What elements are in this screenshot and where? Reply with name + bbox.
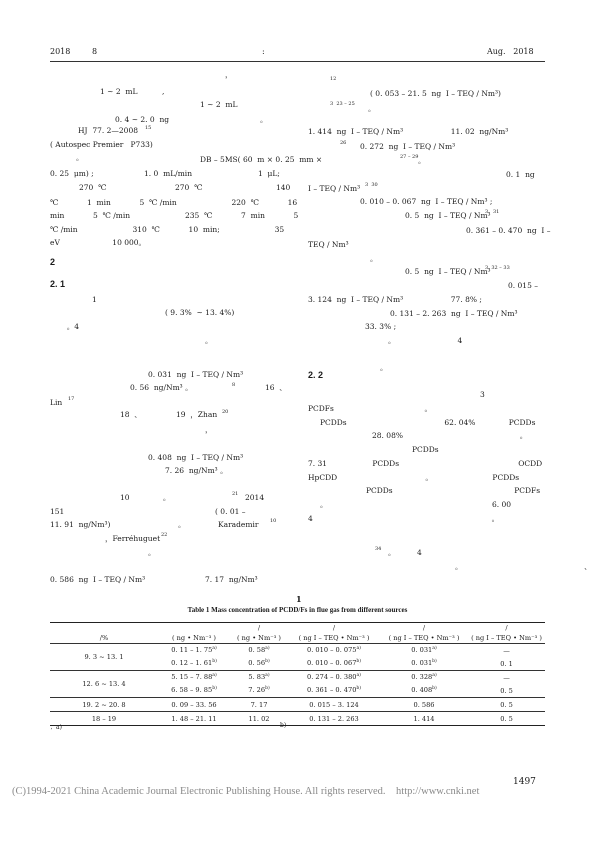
- text-line: 。 6. 00: [320, 500, 512, 509]
- table-cell: —: [503, 673, 510, 682]
- text-line: Karademir: [218, 520, 259, 529]
- table-header-cell: ( ng • Nm⁻³ ): [171, 634, 217, 642]
- table-cell: 0. 031$^{b)}$: [411, 659, 437, 668]
- table-note-a: ；a): [50, 724, 62, 731]
- text-line: 4 。: [308, 514, 500, 523]
- table-cell: 0. 408$^{b)}$: [411, 686, 437, 695]
- text-line: 0. 031 ng I – TEQ / Nm³: [148, 370, 244, 379]
- table-cell: 11. 02: [248, 714, 270, 723]
- text-line: 0. 5 ng I – TEQ / Nm³: [405, 211, 491, 220]
- text-line: 12: [330, 76, 337, 82]
- table-row: [50, 698, 545, 712]
- table-cell: 0. 131 – 2. 263: [309, 714, 359, 723]
- text-line: 33. 3% ;: [365, 322, 397, 331]
- text-line: 。 、: [455, 562, 592, 571]
- text-line: 26: [340, 140, 347, 146]
- table-cell: 6. 58 – 9. 85$^{b)}$: [171, 686, 217, 695]
- table-cell-o2: 9. 3 ~ 13. 1: [84, 653, 124, 661]
- text-line: 1. 0 mL/min: [144, 169, 193, 178]
- text-line: 0. 408 ng I – TEQ / Nm³: [148, 453, 244, 462]
- text-line: 。 4: [388, 548, 422, 557]
- table-header-cell: [158, 623, 230, 634]
- table-row: [50, 671, 545, 685]
- table-header-cell: /: [422, 624, 426, 632]
- text-line: 18 、: [120, 410, 142, 419]
- table-cell: 0. 58$^{a)}$: [248, 646, 270, 655]
- text-line: 1 μL;: [258, 169, 280, 178]
- text-line: ( Autospec Premier P733): [50, 140, 153, 149]
- table-header-cell: ( ng I – TEQ • Nm⁻³ ): [471, 634, 542, 642]
- text-line: 20: [222, 409, 229, 415]
- table-cell: 1. 414: [413, 714, 435, 723]
- table-cell: 0. 11 – 1. 75$^{a)}$: [171, 646, 217, 655]
- text-line: 3. 124 ng I – TEQ / Nm³ 77. 8% ;: [308, 295, 482, 304]
- text-line: 。: [148, 548, 156, 557]
- text-line: 7. 31 PCDDs OCDD: [308, 459, 543, 468]
- copyright-footer: (C)1994-2021 China Academic Journal Electronic Publishing House. All rights reserved. http://www.cnki.net: [12, 786, 480, 797]
- text-line: 。: [380, 363, 388, 372]
- text-line: DB – 5MS( 60 m × 0. 25 mm ×: [200, 155, 323, 164]
- table-number: 1: [296, 594, 302, 604]
- text-line: 。: [205, 336, 213, 345]
- text-line: 。: [368, 104, 376, 113]
- table-cell: 0. 010 – 0. 067$^{b)}$: [306, 659, 362, 668]
- text-line: 1 ~ 2 mL: [200, 100, 238, 109]
- text-line: PCDFs 。: [308, 404, 432, 413]
- table-cell-o2: 12. 6 ~ 13. 4: [82, 680, 126, 688]
- table-cell: 0. 328$^{a)}$: [411, 673, 437, 682]
- data-table: [50, 622, 545, 726]
- text-line: 3 30: [365, 182, 378, 188]
- text-line: 。: [370, 254, 378, 263]
- table-cell: 0. 5: [500, 700, 513, 709]
- section-heading: 2: [50, 257, 56, 267]
- table-header-cell: ( ng I – TEQ • Nm⁻³ ): [298, 634, 370, 642]
- table-cell: 0. 031$^{a)}$: [411, 646, 437, 655]
- text-line: 15: [145, 125, 152, 131]
- section-heading: 2. 1: [50, 279, 66, 289]
- text-line: 21: [232, 491, 239, 497]
- text-line: eV 10 000。: [50, 238, 147, 247]
- table-cell: 0. 274 – 0. 380$^{a)}$: [307, 673, 361, 682]
- table-header-row-1: [50, 623, 545, 634]
- text-line: ( 0. 01 –: [215, 507, 246, 516]
- text-line: 140: [276, 183, 291, 192]
- table-header-cell: /%: [99, 634, 109, 642]
- text-line: 7. 26 ng/Nm³ 。: [165, 466, 228, 475]
- table-header-cell: ( ng I – TEQ • Nm⁻³ ): [388, 634, 460, 642]
- table-cell: 0. 010 – 0. 075$^{a)}$: [307, 646, 361, 655]
- table-cell: 1. 48 – 21. 11: [171, 714, 217, 723]
- text-line: 19 ，Zhan: [176, 410, 218, 419]
- header-issue: 8: [92, 47, 98, 56]
- text-line: 0. 1 ng: [506, 170, 535, 179]
- text-line: PCDDs: [412, 445, 439, 454]
- table-cell: 0. 56$^{b)}$: [248, 659, 270, 668]
- table-cell: 0. 5: [500, 686, 513, 695]
- header-rule: [50, 61, 545, 62]
- text-line: 0. 361 – 0. 470 ng I –: [466, 226, 551, 235]
- table-cell: —: [503, 646, 510, 655]
- text-line: 22: [161, 532, 168, 538]
- text-line: ，: [205, 425, 213, 434]
- text-line: 0. 015 –: [508, 281, 538, 290]
- text-line: 151: [50, 507, 65, 516]
- text-line: I – TEQ / Nm³: [308, 184, 361, 193]
- table-note-b: b): [280, 722, 287, 729]
- text-line: 。4: [50, 322, 79, 331]
- text-line: 11. 91 ng/Nm³): [50, 520, 111, 529]
- table-row: [50, 712, 545, 726]
- table-cell: 0. 12 – 1. 61$^{b)}$: [171, 659, 217, 668]
- text-line: 16 、: [265, 383, 287, 392]
- text-line: 0. 4 ~ 2. 0 ng: [115, 115, 170, 124]
- text-line: ℃ /min 310 ℃ 10 min; 35: [50, 225, 285, 234]
- table-cell: 0. 1: [500, 659, 513, 668]
- text-line: 270 ℃: [175, 183, 203, 192]
- text-line: 0. 010 – 0. 067 ng I – TEQ / Nm³ ;: [360, 197, 493, 206]
- text-line: PCDDs PCDFs: [366, 486, 541, 495]
- text-line: ℃ 1 min 5 ℃ /min 220 ℃ 16: [50, 198, 298, 207]
- text-line: 2014: [245, 493, 265, 502]
- text-line: min 5 ℃ /min 235 ℃ 7 min 5: [50, 211, 299, 220]
- text-line: ( 9. 3% ~ 13. 4%): [165, 308, 235, 317]
- text-line: 3 23 – 25: [330, 101, 355, 107]
- text-line: 27 – 29: [400, 154, 419, 160]
- text-line: ，Ferréhuguet: [105, 534, 161, 543]
- text-line: 3 31: [485, 209, 500, 215]
- table-header-cell: ( ng • Nm⁻³ ): [236, 634, 282, 642]
- text-line: 。: [418, 156, 426, 165]
- table-row: [50, 644, 545, 658]
- text-line: 。: [76, 153, 84, 162]
- table-header-row-2: [50, 633, 545, 644]
- text-line: 0. 131 – 2. 263 ng I – TEQ / Nm³: [390, 309, 518, 318]
- text-line: HJ 77. 2—2008: [78, 126, 138, 135]
- text-line: 0. 586 ng I – TEQ / Nm³: [50, 575, 146, 584]
- table-cell: 0. 09 – 33. 56: [171, 700, 217, 709]
- text-line: 17: [68, 396, 75, 402]
- header-year: 2018: [50, 47, 71, 56]
- text-line: 1: [92, 295, 97, 304]
- text-line: 3 32 – 33: [485, 265, 510, 271]
- text-line: 8: [232, 382, 236, 388]
- table-cell: 0. 361 – 0. 470$^{b)}$: [306, 686, 362, 695]
- text-line: 0. 25 μm) ;: [50, 169, 94, 178]
- table-header-cell: /: [505, 624, 508, 632]
- text-line: ，: [225, 70, 233, 79]
- table-cell: 0. 5: [500, 714, 513, 723]
- text-line: 0. 5 ng I – TEQ / Nm³: [405, 267, 491, 276]
- text-line: 10 。: [120, 493, 171, 502]
- header-date: Aug. 2018: [487, 47, 534, 56]
- text-line: 270 ℃: [79, 183, 107, 192]
- table-cell-o2: 18 – 19: [91, 714, 117, 723]
- table-cell: 0. 015 – 3. 124: [309, 700, 359, 709]
- table-cell-o2: 19. 2 ~ 20. 8: [82, 700, 126, 709]
- table-header-cell: /: [332, 624, 336, 632]
- text-line: 0. 272 ng I – TEQ / Nm³: [360, 142, 456, 151]
- text-line: 。 4: [388, 336, 463, 345]
- header-colon: :: [262, 47, 265, 56]
- text-line: 10: [270, 518, 277, 524]
- table-cell: 5. 83$^{a)}$: [248, 673, 270, 682]
- table-cell: 5. 15 – 7. 88$^{a)}$: [171, 673, 217, 682]
- text-line: HpCDD 。 PCDDs: [308, 473, 520, 482]
- text-line: 3: [480, 390, 485, 399]
- section-heading: 2. 2: [308, 370, 324, 380]
- text-line: 34: [375, 546, 382, 552]
- text-line: 0. 56 ng/Nm³ 。: [130, 383, 193, 392]
- text-line: TEQ / Nm³: [308, 240, 349, 249]
- text-line: 7. 17 ng/Nm³: [205, 575, 258, 584]
- text-line: 。: [178, 520, 186, 529]
- text-line: PCDDs 62. 04% PCDDs: [320, 418, 536, 427]
- text-line: ( 0. 053 – 21. 5 ng I – TEQ / Nm³): [370, 89, 501, 98]
- table-cell: 0. 586: [413, 700, 435, 709]
- text-line: 。: [260, 115, 268, 124]
- text-line: 28. 08% 。: [372, 431, 528, 440]
- table-body: [50, 644, 545, 726]
- table-cell: 7. 26$^{b)}$: [248, 686, 270, 695]
- text-line: ,: [162, 87, 165, 96]
- table-cell: 7. 17: [250, 700, 268, 709]
- table-header-cell: /: [257, 624, 261, 632]
- text-line: 1. 414 ng I – TEQ / Nm³ 11. 02 ng/Nm³: [308, 127, 509, 136]
- table-caption: Table 1 Mass concentration of PCDD/Fs in flue gas from different sources: [187, 606, 408, 614]
- text-line: 1 ~ 2 mL: [100, 87, 138, 96]
- table-header-cell: [50, 623, 158, 634]
- text-line: Lin: [50, 398, 63, 407]
- page-number: 1497: [513, 777, 536, 787]
